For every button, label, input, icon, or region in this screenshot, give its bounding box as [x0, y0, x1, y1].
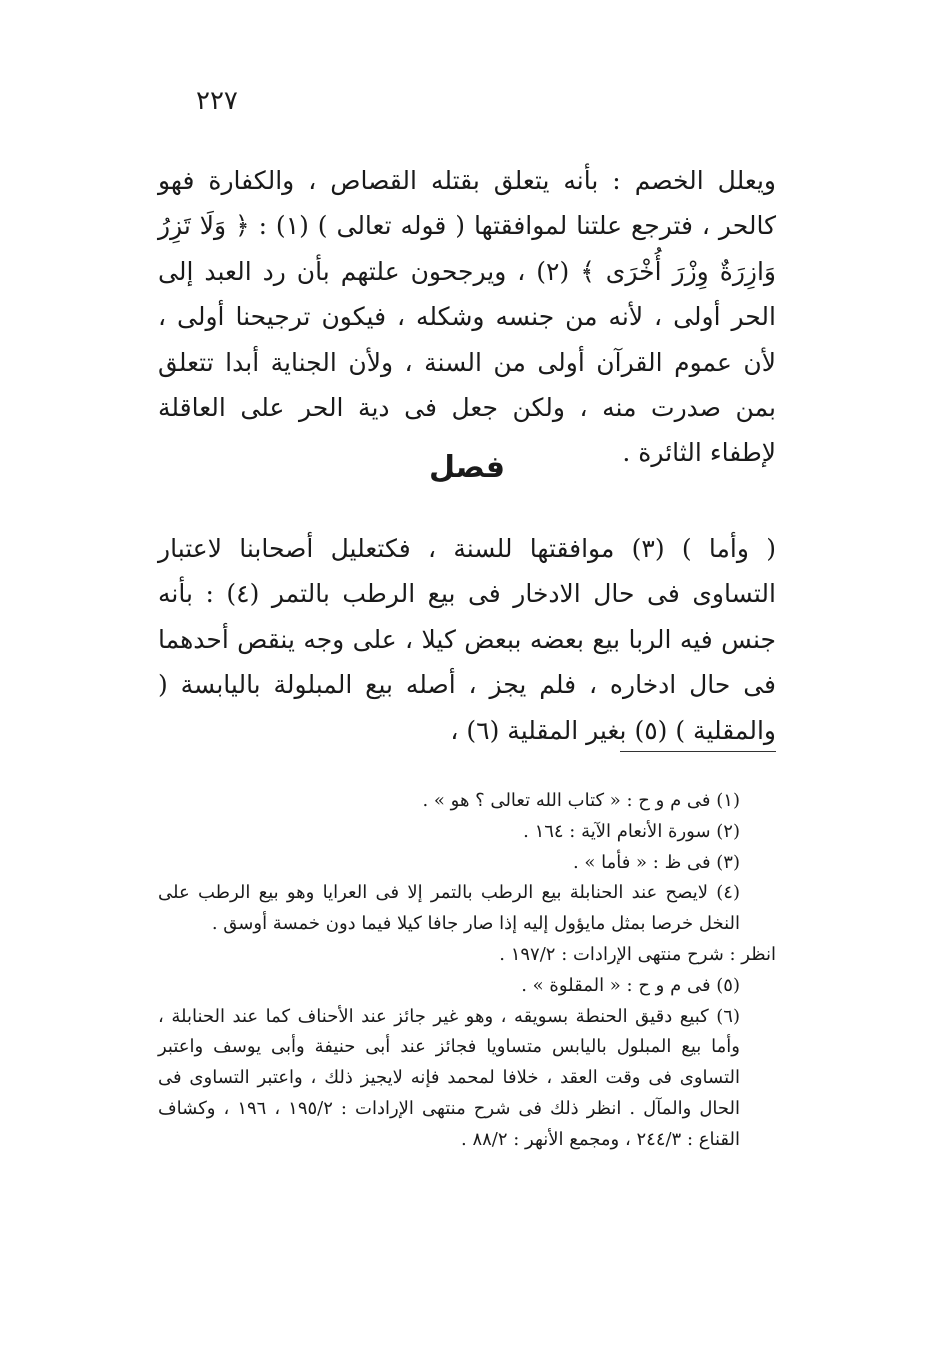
section-title: فصل [429, 450, 505, 485]
main-text-block [158, 158, 776, 476]
footnote-1: (١) فى م و ح : « كتاب الله تعالى ؟ هو » . [422, 790, 740, 811]
footnote-4-reference: انظر : شرح منتهى الإرادات : ١٩٧/٢ . [499, 943, 776, 965]
page-number: ٢٢٧ [196, 86, 238, 116]
main-text-block-2 [158, 526, 776, 753]
footnote-5: (٥) فى م و ح : « المقلوة » . [521, 974, 740, 996]
footnote-divider [620, 751, 776, 752]
footnote-6: (٦) كبيع دقيق الحنطة بسويقه ، وهو غير جائز عند الأحناف كما عند الحنابلة ، وأما بيع المبلول باليابس متساويا فجائز عند أبى حنيفة وأبى يوسف واعتبر التساوى فى وقت العقد ، خلافا لمحمد فإنه لايجيز ذلك ، واعتبر التساوى فى الحال والمآل . انظر ذلك فى شرح منتهى الإرادات : ١٩٥/٢ ، ١٩٦ ، وكشاف القناع : ٢٤٤/٣ ، ومجمع الأنهر : ٨٨/٢ . [158, 1005, 740, 1150]
footnote-3: (٣) فى ظ : « فأما » . [572, 851, 740, 873]
footnotes [158, 786, 776, 1156]
footnote-4: (٤) لايصح عند الحنابلة بيع الرطب بالتمر إلا فى العرايا وهو بيع الرطب على النخل خرصا بمثل مايؤول إليه إذا صار جافا كيلا فيما دون خمسة أوسق . [158, 882, 740, 935]
paragraph-1: ويعلل الخصم : بأنه يتعلق بقتله القصاص ، والكفارة فهو كالحر ، فترجع علتنا لموافقتها ( قوله تعالى ) (١) : ﴿ وَلَا تَزِرُ وَازِرَةٌ وِزْرَ أُخْرَى ﴾ (٢) ، ويرجحون علتهم بأن رد العبد إلى الحر أولى ، لأنه من جنسه وشكله ، فيكون ترجيحنا أولى ، لأن عموم القرآن أولى من السنة ، ولأن الجناية أبدا تتعلق بمن صدرت منه ، ولكن جعل فى دية الحر على العاقلة لإطفاء الثائرة . [158, 166, 776, 468]
footnote-2: (٢) سورة الأنعام الآية : ١٦٤ . [523, 820, 740, 842]
paragraph-2: ( وأما ) (٣) موافقتها للسنة ، فكتعليل أصحابنا لاعتبار التساوى فى حال الادخار فى بيع الرطب بالتمر (٤) : بأنه جنس فيه الربا بيع بعضه ببعض كيلا ، على وجه ينقص أحدهما فى حال ادخاره ، فلم يجز ، أصله بيع المبلولة باليابسة ( والمقلية ) (٥) بغير المقلية (٦) ، [158, 534, 776, 745]
